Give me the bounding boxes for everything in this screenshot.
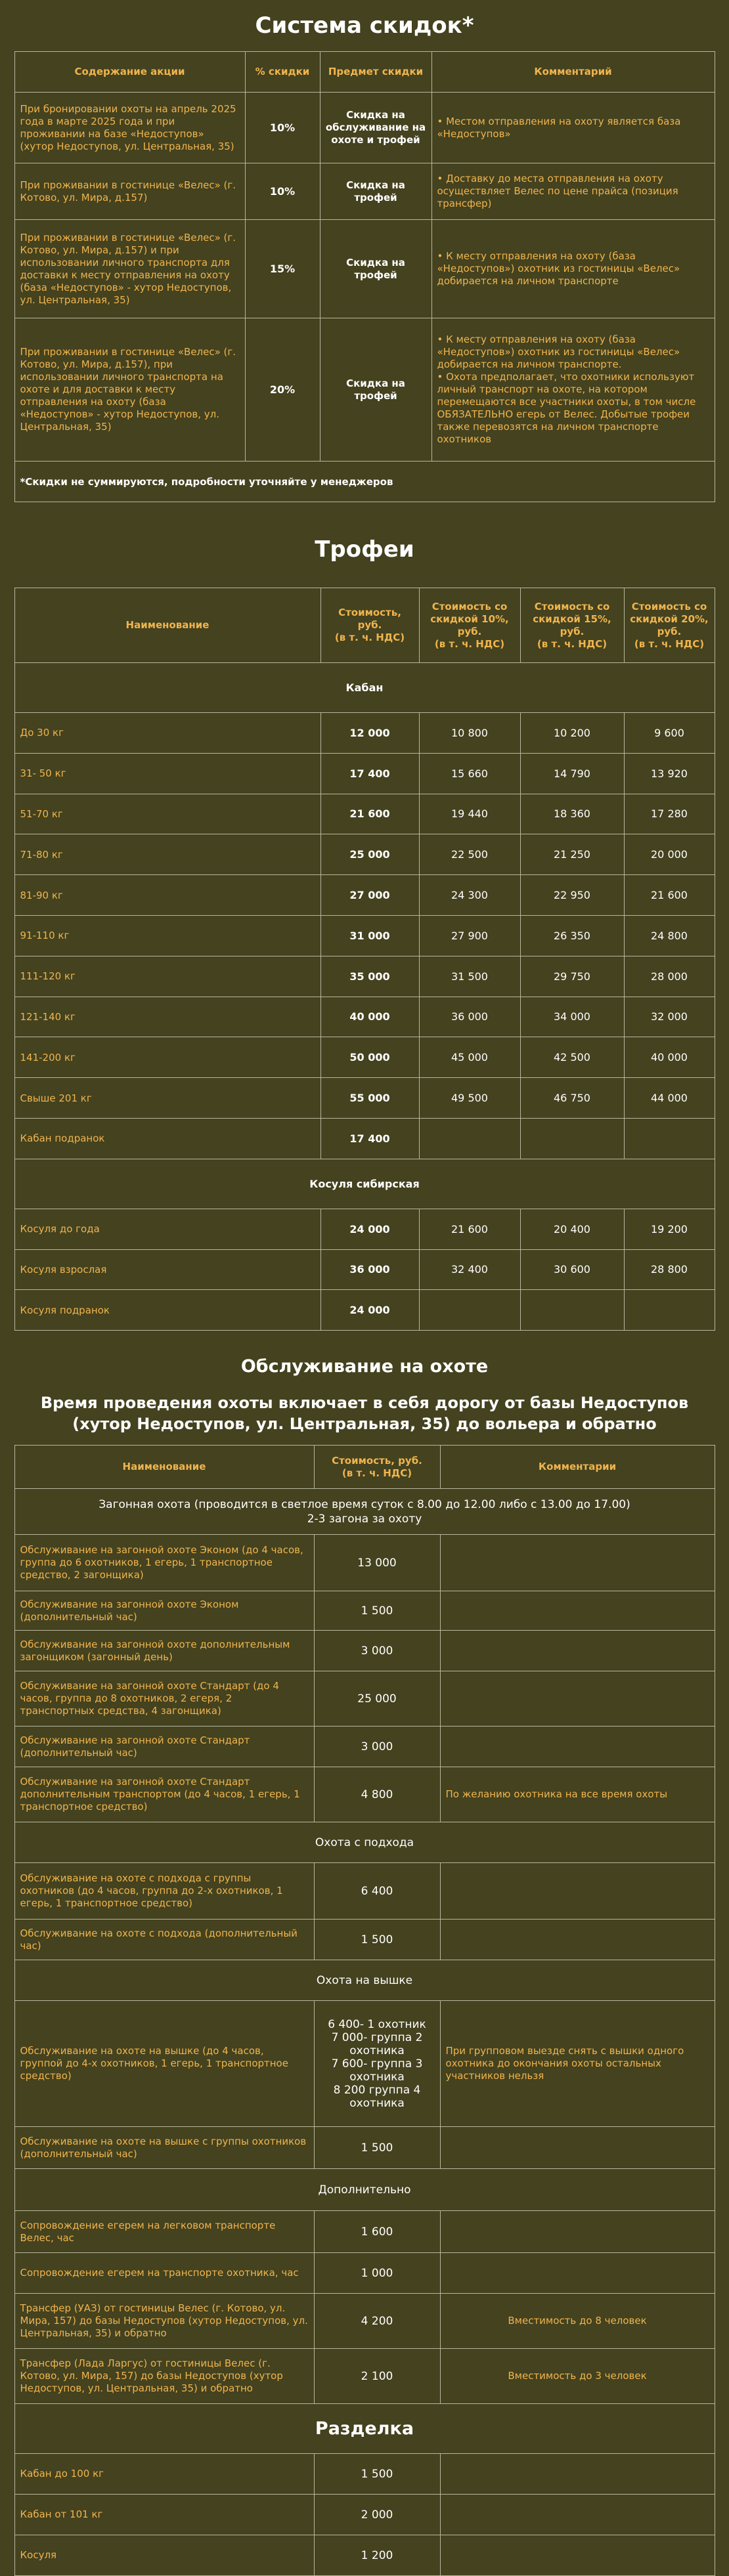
trophy-price-10: [419, 1290, 520, 1331]
trophy-price-20: 13 920: [624, 753, 715, 794]
trophy-price-20: 17 280: [624, 794, 715, 834]
trophy-row: [14, 834, 715, 875]
service-comment: [440, 1727, 715, 1767]
trophy-price-15: 29 750: [520, 956, 624, 997]
service-row: [14, 1727, 715, 1767]
trophies-body: [14, 663, 715, 1331]
service-name: Обслуживание на загонной охоте Эконом (до 4 часов, группа до 6 охотников, 1 егерь, 1 транспортное средство, 2 загонщика): [14, 1535, 314, 1591]
trophy-price-10: 10 800: [419, 713, 520, 754]
trophy-price-10: 49 500: [419, 1078, 520, 1119]
service-comment: [440, 1535, 715, 1591]
discount-row: [14, 163, 715, 220]
trophy-price-20: 21 600: [624, 875, 715, 916]
services-title: Обслуживание на охоте: [240, 1356, 489, 1377]
trophy-group-row: [14, 1159, 715, 1209]
services-title-wrap: [0, 1331, 729, 1382]
service-name: Кабан от 101 кг: [14, 2495, 314, 2535]
trophy-name: 81-90 кг: [14, 875, 320, 916]
trophy-price: 12 000: [320, 713, 419, 754]
trophy-row: [14, 1037, 715, 1078]
discount-percent: 15%: [245, 220, 320, 318]
discount-percent: 10%: [245, 163, 320, 220]
service-name: Обслуживание на охоте с подхода (дополнительный час): [14, 1920, 314, 1960]
discount-comment: • Местом отправления на охоту является база «Недоступов»: [431, 93, 715, 163]
service-name: Обслуживание на охоте с подхода с группы охотников (до 4 часов, группа до 2-х охотников, 1 егерь, 1 транспортное средство): [14, 1863, 314, 1920]
trophy-row: [14, 1078, 715, 1119]
trophy-price-15: 30 600: [520, 1249, 624, 1290]
discount-row: [14, 318, 715, 462]
service-row: [14, 2349, 715, 2404]
trophy-price-15: 10 200: [520, 713, 624, 754]
service-group-row: [14, 1489, 715, 1535]
service-name: Кабан до 100 кг: [14, 2454, 314, 2495]
trophy-price: 50 000: [320, 1037, 419, 1078]
trophy-price-10: 24 300: [419, 875, 520, 916]
discount-condition: При бронировании охоты на апрель 2025 года в марте 2025 года и при проживании на базе «Недоступов» (хутор Недоступов, ул. Центральная, 35): [14, 93, 245, 163]
service-group-row: [14, 2404, 715, 2454]
trophy-price-10: 32 400: [419, 1249, 520, 1290]
service-name: Трансфер (Лада Ларгус) от гостиницы Велес (г. Котово, ул. Мира, 157) до базы Недоступов (хутор Недоступов, ул. Центральная, 35) и обратно: [14, 2349, 314, 2404]
trophy-price-15: [520, 1118, 624, 1159]
trophy-price-15: 34 000: [520, 997, 624, 1037]
service-group-title: Дополнительно: [14, 2169, 715, 2211]
service-comment: [440, 2127, 715, 2169]
service-price: 4 800: [314, 1767, 440, 1822]
service-comment: При групповом выезде снять с вышки одного охотника до окончания охоты остальных участников нельзя: [440, 2001, 715, 2127]
trophy-price-15: 14 790: [520, 753, 624, 794]
trophy-name: До 30 кг: [14, 713, 320, 754]
trophy-name: 111-120 кг: [14, 956, 320, 997]
service-group-title: Загонная охота (проводится в светлое время суток с 8.00 до 12.00 либо с 13.00 до 17.00) 2-3 загона за охоту: [14, 1489, 715, 1535]
trophy-price: 40 000: [320, 997, 419, 1037]
service-price: 13 000: [314, 1535, 440, 1591]
service-price: 4 200: [314, 2294, 440, 2349]
trophy-price: 21 600: [320, 794, 419, 834]
discounts-title-wrap: [0, 0, 729, 51]
service-group-title: Охота с подхода: [14, 1822, 715, 1863]
service-group-row: [14, 1822, 715, 1863]
discount-condition: При проживании в гостинице «Велес» (г. Котово, ул. Мира, д.157) и при использовании личного транспорта для доставки к месту отправления на охоту (база «Недоступов» - хутор Недоступов, ул. Центральная, 35): [14, 220, 245, 318]
service-row: [14, 1671, 715, 1727]
service-comment: [440, 2253, 715, 2294]
trophy-price: 55 000: [320, 1078, 419, 1119]
trophy-price-20: 32 000: [624, 997, 715, 1037]
trophy-price-20: 40 000: [624, 1037, 715, 1078]
services-subtitle-wrap: [0, 1382, 729, 1445]
trophy-price-15: 22 950: [520, 875, 624, 916]
trophy-price-15: 26 350: [520, 915, 624, 956]
discounts-title: Система скидок*: [255, 12, 474, 39]
trophies-table: [14, 588, 715, 1331]
discounts-col-comment: Комментарий: [431, 52, 715, 93]
trophy-price-20: 9 600: [624, 713, 715, 754]
trophy-price-15: 42 500: [520, 1037, 624, 1078]
trophy-price-10: 27 900: [419, 915, 520, 956]
service-row: [14, 1535, 715, 1591]
service-name: Обслуживание на загонной охоте Стандарт (дополнительный час): [14, 1727, 314, 1767]
trophy-price-10: [419, 1118, 520, 1159]
trophy-row: [14, 1209, 715, 1249]
trophy-price-10: 21 600: [419, 1209, 520, 1249]
trophies-col-price-15: Стоимость со скидкой 15%, руб. (в т. ч. НДС): [520, 588, 624, 663]
trophy-price-15: 18 360: [520, 794, 624, 834]
service-group-title: Разделка: [14, 2404, 715, 2454]
trophy-price-10: 31 500: [419, 956, 520, 997]
service-name: Обслуживание на загонной охоте Стандарт (до 4 часов, группа до 8 охотников, 2 егеря, 2 транспортных средства, 4 загонщика): [14, 1671, 314, 1727]
trophy-price-20: 28 800: [624, 1249, 715, 1290]
service-comment: [440, 1591, 715, 1631]
service-comment: По желанию охотника на все время охоты: [440, 1767, 715, 1822]
services-col-name: Наименование: [14, 1446, 314, 1489]
trophy-name: Косуля до года: [14, 1209, 320, 1249]
service-row: [14, 1767, 715, 1822]
service-name: Обслуживание на загонной охоте дополнительным загонщиком (загонный день): [14, 1631, 314, 1671]
discounts-header-row: [14, 52, 715, 93]
trophies-col-price: Стоимость, руб. (в т. ч. НДС): [320, 588, 419, 663]
service-row: [14, 1631, 715, 1671]
service-row: [14, 2211, 715, 2253]
service-group-row: [14, 2169, 715, 2211]
discount-percent: 10%: [245, 93, 320, 163]
service-name: Обслуживание на загонной охоте Эконом (дополнительный час): [14, 1591, 314, 1631]
trophy-price-20: 24 800: [624, 915, 715, 956]
service-row: [14, 2253, 715, 2294]
trophy-price-10: 45 000: [419, 1037, 520, 1078]
service-name: Сопровождение егерем на легковом транспорте Велес, час: [14, 2211, 314, 2253]
trophies-header-row: [14, 588, 715, 663]
trophy-row: [14, 1118, 715, 1159]
discount-subject: Скидка на обслуживание на охоте и трофей: [320, 93, 431, 163]
service-row: [14, 1920, 715, 1960]
trophy-row: [14, 713, 715, 754]
trophy-name: 91-110 кг: [14, 915, 320, 956]
discount-comment: • К месту отправления на охоту (база «Недоступов») охотник из гостиницы «Велес» добирается на личном транспорте: [431, 220, 715, 318]
discount-row: [14, 220, 715, 318]
service-price: 6 400: [314, 1863, 440, 1920]
trophy-price-10: 19 440: [419, 794, 520, 834]
services-header-row: [14, 1446, 715, 1489]
service-row: [14, 2127, 715, 2169]
trophy-price: 31 000: [320, 915, 419, 956]
trophy-price: 24 000: [320, 1209, 419, 1249]
discount-condition: При проживании в гостинице «Велес» (г. Котово, ул. Мира, д.157), при использовании личного транспорта на охоте и для доставки к месту отправления на охоту (база «Недоступов» - хутор Недоступов, ул. Центральная, 35): [14, 318, 245, 462]
trophy-group-title: Косуля сибирская: [14, 1159, 715, 1209]
trophy-name: Кабан подранок: [14, 1118, 320, 1159]
service-price: 1 200: [314, 2535, 440, 2576]
discount-comment: • Доставку до места отправления на охоту осуществляет Велес по цене прайса (позиция трансфер): [431, 163, 715, 220]
discounts-table: [14, 51, 715, 502]
service-comment: [440, 1863, 715, 1920]
services-table: [14, 1445, 715, 2576]
trophy-price-15: 21 250: [520, 834, 624, 875]
service-price: 6 400- 1 охотник 7 000- группа 2 охотника 7 600- группа 3 охотника 8 200 группа 4 охотника: [314, 2001, 440, 2127]
trophy-price-20: [624, 1118, 715, 1159]
trophy-price: 17 400: [320, 1118, 419, 1159]
discount-subject: Скидка на трофей: [320, 318, 431, 462]
trophy-price: 36 000: [320, 1249, 419, 1290]
service-price: 2 000: [314, 2495, 440, 2535]
trophy-price-15: [520, 1290, 624, 1331]
services-subtitle: Время проведения охоты включает в себя дорогу от базы Недоступов (хутор Недоступов, ул. Центральная, 35) до вольера и обратно: [40, 1394, 689, 1434]
trophy-name: 141-200 кг: [14, 1037, 320, 1078]
service-price: 1 600: [314, 2211, 440, 2253]
service-row: [14, 2454, 715, 2495]
trophy-row: [14, 915, 715, 956]
service-comment: [440, 2454, 715, 2495]
trophies-col-price-20: Стоимость со скидкой 20%, руб. (в т. ч. НДС): [624, 588, 715, 663]
trophy-price: 35 000: [320, 956, 419, 997]
service-price: 1 500: [314, 1591, 440, 1631]
discounts-col-subject: Предмет скидки: [320, 52, 431, 93]
service-row: [14, 2495, 715, 2535]
trophy-price-10: 15 660: [419, 753, 520, 794]
service-comment: [440, 1920, 715, 1960]
trophy-price-10: 22 500: [419, 834, 520, 875]
trophy-price-20: 44 000: [624, 1078, 715, 1119]
trophy-row: [14, 1249, 715, 1290]
service-group-title: Охота на вышке: [14, 1960, 715, 2001]
trophy-price-15: 20 400: [520, 1209, 624, 1249]
service-comment: [440, 1671, 715, 1727]
service-price: 1 500: [314, 1920, 440, 1960]
trophies-title-wrap: [0, 502, 729, 588]
trophy-row: [14, 875, 715, 916]
trophies-col-name: Наименование: [14, 588, 320, 663]
service-name: Сопровождение егерем на транспорте охотника, час: [14, 2253, 314, 2294]
trophy-price: 17 400: [320, 753, 419, 794]
trophy-price: 25 000: [320, 834, 419, 875]
trophy-group-row: [14, 663, 715, 713]
service-row: [14, 2535, 715, 2576]
service-row: [14, 1863, 715, 1920]
trophy-name: 31- 50 кг: [14, 753, 320, 794]
discount-subject: Скидка на трофей: [320, 163, 431, 220]
service-price: 1 500: [314, 2454, 440, 2495]
service-comment: Вместимость до 3 человек: [440, 2349, 715, 2404]
discount-note: *Скидки не суммируются, подробности уточняйте у менеджеров: [14, 462, 715, 502]
services-body: [14, 1489, 715, 2576]
service-price: 25 000: [314, 1671, 440, 1727]
service-name: Обслуживание на загонной охоте Стандарт дополнительным транспортом (до 4 часов, 1 егерь, 1 транспортное средство): [14, 1767, 314, 1822]
trophy-price-20: 28 000: [624, 956, 715, 997]
service-price: 3 000: [314, 1631, 440, 1671]
service-name: Косуля: [14, 2535, 314, 2576]
services-col-price: Стоимость, руб. (в т. ч. НДС): [314, 1446, 440, 1489]
service-group-row: [14, 1960, 715, 2001]
trophy-name: 121-140 кг: [14, 997, 320, 1037]
discounts-col-percent: % скидки: [245, 52, 320, 93]
service-price: 1 500: [314, 2127, 440, 2169]
service-name: Обслуживание на охоте на вышке (до 4 часов, группой до 4-х охотников, 1 егерь, 1 транспортное средство): [14, 2001, 314, 2127]
service-row: [14, 2294, 715, 2349]
trophy-row: [14, 997, 715, 1037]
trophy-name: 71-80 кг: [14, 834, 320, 875]
service-comment: [440, 2211, 715, 2253]
trophy-row: [14, 794, 715, 834]
discounts-col-content: Содержание акции: [14, 52, 245, 93]
service-comment: [440, 2495, 715, 2535]
discount-row: [14, 93, 715, 163]
service-price: 2 100: [314, 2349, 440, 2404]
trophy-row: [14, 1290, 715, 1331]
service-price: 3 000: [314, 1727, 440, 1767]
trophy-price-20: 20 000: [624, 834, 715, 875]
discount-comment: • К месту отправления на охоту (база «Недоступов») охотник из гостиницы «Велес» добирается на личном транспорте. • Охота предполагает, что охотники используют личный транспорт на охоте, на котором перемещаются все участники охоты, в том числе ОБЯЗАТЕЛЬНО егерь от Велес. Добытые трофеи также перевозятся на личном транспорте охотников: [431, 318, 715, 462]
trophy-name: 51-70 кг: [14, 794, 320, 834]
service-row: [14, 1591, 715, 1631]
service-name: Обслуживание на охоте на вышке с группы охотников (дополнительный час): [14, 2127, 314, 2169]
trophy-group-title: Кабан: [14, 663, 715, 713]
trophies-col-price-10: Стоимость со скидкой 10%, руб. (в т. ч. НДС): [419, 588, 520, 663]
trophy-price-10: 36 000: [419, 997, 520, 1037]
discount-condition: При проживании в гостинице «Велес» (г. Котово, ул. Мира, д.157): [14, 163, 245, 220]
trophy-price-20: [624, 1290, 715, 1331]
trophy-price: 27 000: [320, 875, 419, 916]
trophy-name: Свыше 201 кг: [14, 1078, 320, 1119]
trophy-name: Косуля взрослая: [14, 1249, 320, 1290]
trophy-name: Косуля подранок: [14, 1290, 320, 1331]
trophy-row: [14, 753, 715, 794]
discount-note-row: [14, 462, 715, 502]
service-name: Трансфер (УАЗ) от гостиницы Велес (г. Котово, ул. Мира, 157) до базы Недоступов (хутор Недоступов, ул. Центральная, 35) и обратно: [14, 2294, 314, 2349]
trophies-title: Трофеи: [315, 536, 414, 563]
service-price: 1 000: [314, 2253, 440, 2294]
service-row: [14, 2001, 715, 2127]
discount-percent: 20%: [245, 318, 320, 462]
trophy-price-15: 46 750: [520, 1078, 624, 1119]
service-comment: [440, 2535, 715, 2576]
trophy-price: 24 000: [320, 1290, 419, 1331]
trophy-price-20: 19 200: [624, 1209, 715, 1249]
service-comment: [440, 1631, 715, 1671]
trophy-row: [14, 956, 715, 997]
discount-subject: Скидка на трофей: [320, 220, 431, 318]
service-comment: Вместимость до 8 человек: [440, 2294, 715, 2349]
services-col-comment: Комментарии: [440, 1446, 715, 1489]
